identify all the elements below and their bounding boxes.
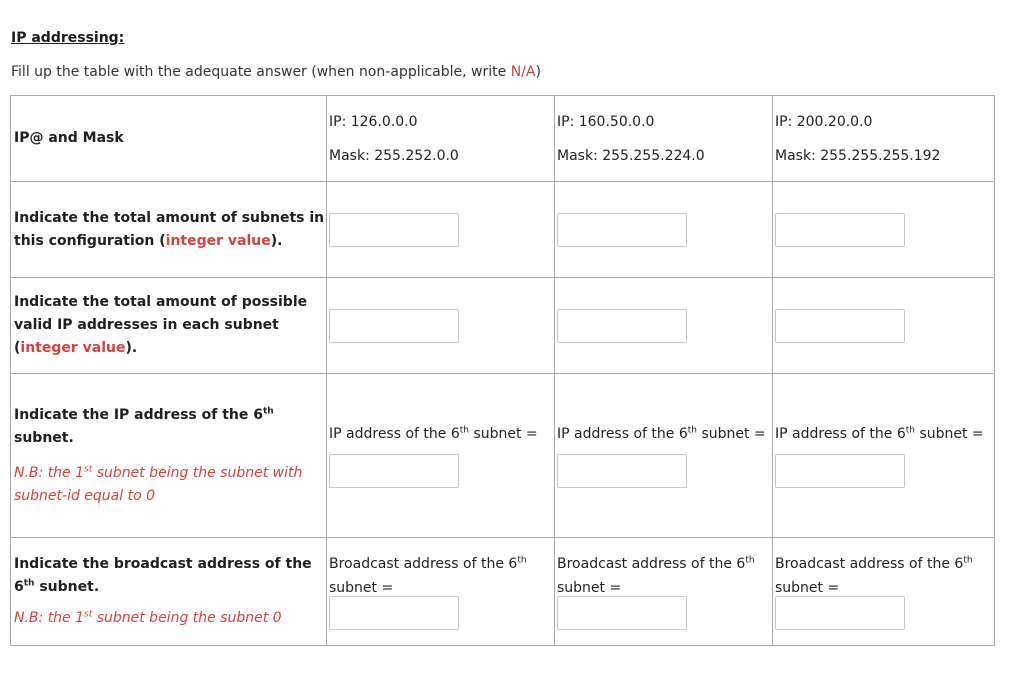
table-row-sixth-ip xyxy=(11,374,995,538)
sixth-broadcast-input-line xyxy=(775,580,994,630)
sixth-broadcast-prompt-prefix: Broadcast address of the 6 xyxy=(775,555,964,572)
sixth-broadcast-prompt-sup: th xyxy=(517,554,527,565)
sixth-ip-note xyxy=(14,462,326,508)
ip-label: IP xyxy=(775,113,788,130)
ip-value: : 200.20.0.0 xyxy=(787,113,873,130)
hosts-cell-1 xyxy=(327,278,555,374)
sixth-broadcast-prompt-line2: subnet = xyxy=(775,579,840,596)
hosts-label-highlight: integer value xyxy=(20,340,126,356)
sixth-ip-note-suffix: subnet being the subnet with subnet-id equal to 0 xyxy=(14,464,303,504)
sixth-ip-prompt xyxy=(775,424,994,444)
ip-line xyxy=(775,112,994,132)
sixth-ip-label-suffix: subnet. xyxy=(14,429,74,446)
ip-mask-cell-1 xyxy=(327,96,555,182)
sixth-broadcast-answer-input-2[interactable] xyxy=(557,596,687,630)
sixth-broadcast-label-prefix: Indicate the broadcast address of the 6 xyxy=(14,556,312,595)
sixth-ip-prompt-sup: th xyxy=(905,424,915,435)
sixth-broadcast-cell-3 xyxy=(773,538,995,646)
subnets-answer-input-2[interactable] xyxy=(557,213,687,247)
subnets-cell-3 xyxy=(773,182,995,278)
sixth-broadcast-note-suffix: subnet being the subnet 0 xyxy=(92,610,282,626)
table-row-hosts xyxy=(11,278,995,374)
row-label-sixth-ip xyxy=(11,374,327,538)
sixth-ip-cell-1 xyxy=(327,374,555,538)
mask-label: Mask xyxy=(775,147,812,164)
ip-mask-cell-2 xyxy=(555,96,773,182)
sixth-broadcast-prompt-sup: th xyxy=(745,554,755,565)
sixth-broadcast-input-line xyxy=(557,580,772,630)
sixth-broadcast-note-prefix: N.B: the 1 xyxy=(14,610,85,626)
instruction-na: N/A xyxy=(510,64,536,80)
ip-line xyxy=(557,112,772,132)
table-row-subnets xyxy=(11,182,995,278)
ip-mask-label: IP@ and Mask xyxy=(14,130,124,146)
sixth-broadcast-answer-input-1[interactable] xyxy=(329,596,459,630)
sixth-broadcast-prompt-prefix: Broadcast address of the 6 xyxy=(557,555,746,572)
mask-label: Mask xyxy=(557,147,594,164)
sixth-ip-prompt-suffix: subnet = xyxy=(697,425,766,442)
sixth-broadcast-prompt xyxy=(775,554,994,574)
sixth-broadcast-prompt xyxy=(557,554,772,574)
sixth-ip-prompt-sup: th xyxy=(459,424,469,435)
table-row-ip-mask xyxy=(11,96,995,182)
ip-label: IP xyxy=(329,113,342,130)
sixth-ip-prompt xyxy=(329,424,554,444)
sixth-broadcast-cell-1 xyxy=(327,538,555,646)
sixth-ip-answer-input-2[interactable] xyxy=(557,454,687,488)
sixth-ip-prompt-sup: th xyxy=(687,424,697,435)
ip-label: IP xyxy=(557,113,570,130)
mask-value: : 255.252.0.0 xyxy=(365,147,459,164)
mask-label: Mask xyxy=(329,147,366,164)
sixth-broadcast-cell-2 xyxy=(555,538,773,646)
sixth-ip-label-sup: th xyxy=(262,405,274,416)
sixth-ip-prompt xyxy=(557,424,772,444)
sixth-broadcast-prompt-line2: subnet = xyxy=(329,579,394,596)
instruction-text xyxy=(11,64,541,80)
ip-line xyxy=(329,112,554,132)
sixth-ip-prompt-prefix: IP address of the 6 xyxy=(557,425,688,442)
sixth-ip-label xyxy=(14,404,326,450)
sixth-ip-label-prefix: Indicate the IP address of the 6 xyxy=(14,406,263,423)
ip-value: : 160.50.0.0 xyxy=(569,113,655,130)
hosts-answer-input-3[interactable] xyxy=(775,309,905,343)
hosts-label-suffix: ). xyxy=(125,340,138,356)
mask-line xyxy=(557,146,772,166)
sixth-ip-prompt-prefix: IP address of the 6 xyxy=(329,425,460,442)
row-label-subnets xyxy=(11,182,327,278)
sixth-broadcast-input-line xyxy=(329,580,554,630)
row-label-sixth-broadcast xyxy=(11,538,327,646)
table-row-sixth-broadcast xyxy=(11,538,995,646)
subnets-label-suffix: ). xyxy=(270,232,283,249)
hosts-cell-2 xyxy=(555,278,773,374)
sixth-broadcast-note xyxy=(14,607,326,630)
row-label-ip-mask xyxy=(11,96,327,182)
page-title: IP addressing: xyxy=(11,30,125,46)
sixth-ip-cell-3 xyxy=(773,374,995,538)
sixth-ip-prompt-prefix: IP address of the 6 xyxy=(775,425,906,442)
answer-table xyxy=(10,95,995,646)
sixth-ip-cell-2 xyxy=(555,374,773,538)
subnets-cell-2 xyxy=(555,182,773,278)
sixth-broadcast-label-suffix: subnet. xyxy=(34,579,100,595)
subnets-answer-input-3[interactable] xyxy=(775,213,905,247)
ip-mask-cell-3 xyxy=(773,96,995,182)
sixth-broadcast-note-sup: st xyxy=(84,609,93,620)
mask-line xyxy=(329,146,554,166)
row-label-hosts xyxy=(11,278,327,374)
mask-value: : 255.255.224.0 xyxy=(593,147,705,164)
sixth-broadcast-prompt-sup: th xyxy=(963,554,973,565)
sixth-ip-prompt-suffix: subnet = xyxy=(915,425,984,442)
mask-line xyxy=(775,146,994,166)
sixth-ip-answer-input-1[interactable] xyxy=(329,454,459,488)
sixth-broadcast-answer-input-3[interactable] xyxy=(775,596,905,630)
subnets-answer-input-1[interactable] xyxy=(329,213,459,247)
sixth-broadcast-prompt xyxy=(329,554,554,574)
subnets-label-highlight: integer value xyxy=(165,232,271,249)
hosts-cell-3 xyxy=(773,278,995,374)
sixth-ip-note-prefix: N.B: the 1 xyxy=(14,464,85,481)
sixth-ip-answer-input-3[interactable] xyxy=(775,454,905,488)
sixth-broadcast-label xyxy=(14,553,326,599)
hosts-label-prefix: Indicate the total amount of possible valid IP addresses in each subnet ( xyxy=(14,294,308,356)
hosts-answer-input-1[interactable] xyxy=(329,309,459,343)
mask-value: : 255.255.255.192 xyxy=(811,147,941,164)
sixth-broadcast-prompt-line2: subnet = xyxy=(557,579,622,596)
sixth-broadcast-label-sup: th xyxy=(23,578,35,589)
hosts-answer-input-2[interactable] xyxy=(557,309,687,343)
instruction-suffix: ) xyxy=(535,64,541,80)
instruction-prefix: Fill up the table with the adequate answer (when non-applicable, write xyxy=(11,64,511,80)
ip-value: : 126.0.0.0 xyxy=(341,113,418,130)
subnets-label-prefix: Indicate the total amount of subnets in this configuration ( xyxy=(14,209,325,249)
sixth-broadcast-prompt-prefix: Broadcast address of the 6 xyxy=(329,555,518,572)
sixth-ip-note-sup: st xyxy=(84,463,93,474)
sixth-ip-prompt-suffix: subnet = xyxy=(469,425,538,442)
subnets-cell-1 xyxy=(327,182,555,278)
